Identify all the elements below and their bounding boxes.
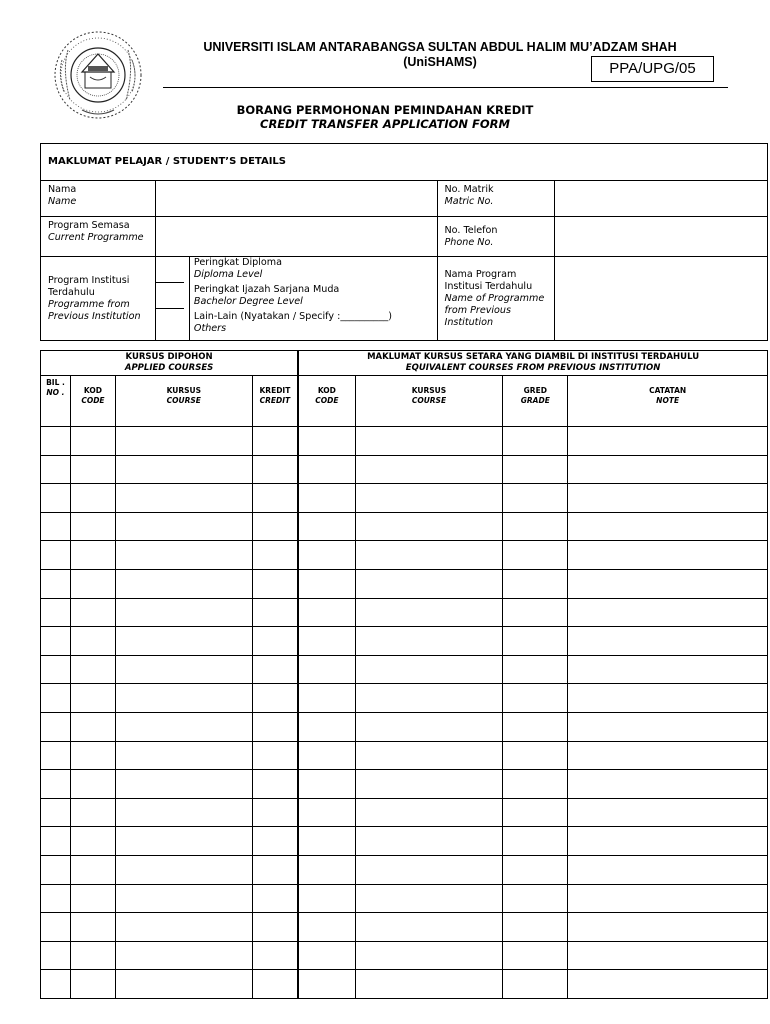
table-row xyxy=(41,913,768,942)
table-row xyxy=(41,684,768,713)
column-header-label: KURSUS xyxy=(411,386,447,395)
cell-bil[interactable] xyxy=(41,484,71,513)
table-row xyxy=(41,541,768,570)
cell-equiv-course[interactable] xyxy=(355,627,503,656)
cell-applied-course[interactable] xyxy=(115,798,252,827)
cell-applied-credit[interactable] xyxy=(252,770,298,799)
cell-equiv-note[interactable] xyxy=(568,884,768,913)
cell-applied-code[interactable] xyxy=(70,627,115,656)
cell-equiv-code[interactable] xyxy=(298,627,355,656)
table-row xyxy=(41,598,768,627)
cell-equiv-course[interactable] xyxy=(355,855,503,884)
cell-bil[interactable] xyxy=(41,627,71,656)
cell-bil[interactable] xyxy=(41,512,71,541)
cell-equiv-grade[interactable] xyxy=(503,655,568,684)
table-row xyxy=(41,427,768,456)
level-diploma-label: Peringkat Diploma xyxy=(193,257,282,268)
level-diploma-label-en: Diploma Level xyxy=(193,269,263,280)
equiv-heading-en: EQUIVALENT COURSES FROM PREVIOUS INSTITUTION xyxy=(405,363,661,373)
cell-applied-code[interactable] xyxy=(70,798,115,827)
form-code: PPA/UPG/05 xyxy=(591,56,714,82)
cell-applied-course[interactable] xyxy=(115,484,252,513)
cell-equiv-note[interactable] xyxy=(568,455,768,484)
phone-label-en: Phone No. xyxy=(444,236,494,248)
column-header-label: KOD xyxy=(317,386,336,395)
table-row xyxy=(41,655,768,684)
table-row xyxy=(41,884,768,913)
cell-applied-credit[interactable] xyxy=(252,712,298,741)
cell-applied-code[interactable] xyxy=(70,741,115,770)
cell-applied-course[interactable] xyxy=(115,684,252,713)
cell-equiv-code[interactable] xyxy=(298,970,355,999)
column-header-label: CATATAN xyxy=(649,386,687,395)
cell-equiv-note[interactable] xyxy=(568,712,768,741)
cell-equiv-note[interactable] xyxy=(568,827,768,856)
cell-bil[interactable] xyxy=(41,655,71,684)
cell-applied-code[interactable] xyxy=(70,512,115,541)
column-header-label: BIL . xyxy=(46,378,65,387)
student-details-heading: MAKLUMAT PELAJAR / STUDENT’S DETAILS xyxy=(41,144,768,181)
cell-equiv-grade[interactable] xyxy=(503,712,568,741)
cell-applied-code[interactable] xyxy=(70,569,115,598)
table-row xyxy=(41,627,768,656)
cell-applied-credit[interactable] xyxy=(252,512,298,541)
table-row xyxy=(41,512,768,541)
level-option-bachelor xyxy=(194,284,433,311)
prev-programme-name-text: Nama Program Institusi Terdahulu xyxy=(444,268,533,292)
table-row xyxy=(41,855,768,884)
level-option-others xyxy=(194,311,433,338)
column-header-equiv-code xyxy=(298,376,355,427)
cell-equiv-code[interactable] xyxy=(298,941,355,970)
cell-equiv-course[interactable] xyxy=(355,684,503,713)
cell-equiv-grade[interactable] xyxy=(503,484,568,513)
cell-applied-credit[interactable] xyxy=(252,598,298,627)
name-label-en: Name xyxy=(48,196,77,207)
cell-applied-credit[interactable] xyxy=(252,798,298,827)
cell-equiv-course[interactable] xyxy=(355,512,503,541)
cell-applied-credit[interactable] xyxy=(252,569,298,598)
cell-applied-course[interactable] xyxy=(115,541,252,570)
prev-programme-label xyxy=(41,257,156,341)
cell-applied-course[interactable] xyxy=(115,569,252,598)
programme-label-text: Program Semasa xyxy=(48,220,130,231)
cell-bil[interactable] xyxy=(41,684,71,713)
cell-applied-code[interactable] xyxy=(70,712,115,741)
cell-equiv-course[interactable] xyxy=(355,913,503,942)
cell-bil[interactable] xyxy=(41,970,71,999)
cell-applied-credit[interactable] xyxy=(252,655,298,684)
cell-bil[interactable] xyxy=(41,798,71,827)
matric-field[interactable] xyxy=(555,181,768,217)
column-header-equiv-note xyxy=(568,376,768,427)
cell-applied-code[interactable] xyxy=(70,913,115,942)
column-header-label-en: COURSE xyxy=(411,396,447,405)
cell-equiv-course[interactable] xyxy=(355,569,503,598)
cell-applied-course[interactable] xyxy=(115,712,252,741)
cell-equiv-grade[interactable] xyxy=(503,427,568,456)
cell-equiv-note[interactable] xyxy=(568,427,768,456)
column-header-applied-course xyxy=(115,376,252,427)
cell-applied-code[interactable] xyxy=(70,598,115,627)
cell-equiv-course[interactable] xyxy=(355,712,503,741)
column-header-label: KURSUS xyxy=(166,386,202,395)
cell-equiv-course[interactable] xyxy=(355,798,503,827)
cell-equiv-note[interactable] xyxy=(568,913,768,942)
cell-bil[interactable] xyxy=(41,455,71,484)
column-header-label-en: NOTE xyxy=(656,396,680,405)
cell-bil[interactable] xyxy=(41,541,71,570)
table-row xyxy=(41,770,768,799)
cell-applied-credit[interactable] xyxy=(252,484,298,513)
cell-applied-credit[interactable] xyxy=(252,455,298,484)
cell-equiv-grade[interactable] xyxy=(503,741,568,770)
cell-applied-code[interactable] xyxy=(70,941,115,970)
equiv-heading-text: MAKLUMAT KURSUS SETARA YANG DIAMBIL DI INSTITUSI TERDAHULU xyxy=(367,352,700,362)
level-bachelor-label-en: Bachelor Degree Level xyxy=(193,296,303,307)
cell-equiv-grade[interactable] xyxy=(503,941,568,970)
matric-label-en: Matric No. xyxy=(444,196,494,207)
cell-equiv-note[interactable] xyxy=(568,941,768,970)
university-abbrev: (UniSHAMS) xyxy=(403,55,477,69)
cell-applied-course[interactable] xyxy=(115,598,252,627)
table-row xyxy=(41,970,768,999)
prev-programme-name-field[interactable] xyxy=(555,257,768,341)
form-title xyxy=(170,103,600,131)
cell-applied-credit[interactable] xyxy=(252,913,298,942)
cell-equiv-code[interactable] xyxy=(298,484,355,513)
prev-programme-name-label xyxy=(437,257,555,341)
cell-equiv-grade[interactable] xyxy=(503,569,568,598)
cell-applied-code[interactable] xyxy=(70,684,115,713)
cell-applied-code[interactable] xyxy=(70,827,115,856)
prev-programme-name-en: Name of Programme from Previous Institution xyxy=(444,292,545,328)
cell-equiv-code[interactable] xyxy=(298,827,355,856)
cell-bil[interactable] xyxy=(41,598,71,627)
cell-equiv-grade[interactable] xyxy=(503,541,568,570)
courses-table xyxy=(40,350,768,999)
column-header-label-en: COURSE xyxy=(166,396,201,405)
diploma-checkbox[interactable] xyxy=(156,257,184,283)
cell-equiv-course[interactable] xyxy=(355,484,503,513)
cell-bil[interactable] xyxy=(41,712,71,741)
cell-applied-course[interactable] xyxy=(115,512,252,541)
applied-heading-text: KURSUS DIPOHON xyxy=(125,352,213,362)
level-others-label: Lain-Lain (Nyatakan / Specify :__________) xyxy=(193,311,393,322)
cell-equiv-code[interactable] xyxy=(298,455,355,484)
cell-equiv-note[interactable] xyxy=(568,598,768,627)
cell-equiv-grade[interactable] xyxy=(503,598,568,627)
cell-applied-code[interactable] xyxy=(70,655,115,684)
programme-label-en: Current Programme xyxy=(48,232,144,243)
cell-equiv-note[interactable] xyxy=(568,655,768,684)
cell-equiv-note[interactable] xyxy=(568,541,768,570)
cell-equiv-code[interactable] xyxy=(298,855,355,884)
cell-equiv-note[interactable] xyxy=(568,569,768,598)
cell-applied-credit[interactable] xyxy=(252,741,298,770)
cell-applied-code[interactable] xyxy=(70,427,115,456)
level-bachelor-label: Peringkat Ijazah Sarjana Muda xyxy=(193,284,340,295)
cell-equiv-course[interactable] xyxy=(355,598,503,627)
cell-bil[interactable] xyxy=(41,770,71,799)
cell-equiv-note[interactable] xyxy=(568,855,768,884)
name-field[interactable] xyxy=(155,181,437,217)
cell-applied-credit[interactable] xyxy=(252,941,298,970)
phone-label-text: No. Telefon xyxy=(444,224,498,236)
cell-equiv-grade[interactable] xyxy=(503,827,568,856)
cell-equiv-note[interactable] xyxy=(568,512,768,541)
cell-applied-code[interactable] xyxy=(70,455,115,484)
cell-equiv-grade[interactable] xyxy=(503,455,568,484)
equivalent-courses-heading xyxy=(298,351,767,376)
cell-equiv-code[interactable] xyxy=(298,741,355,770)
cell-bil[interactable] xyxy=(41,941,71,970)
column-header-label: GRED xyxy=(523,386,547,395)
column-header-label-en: CODE xyxy=(81,396,105,405)
programme-field[interactable] xyxy=(155,217,437,257)
level-option-diploma xyxy=(194,257,433,284)
table-row xyxy=(41,455,768,484)
cell-equiv-code[interactable] xyxy=(298,541,355,570)
cell-equiv-course[interactable] xyxy=(355,884,503,913)
cell-equiv-note[interactable] xyxy=(568,798,768,827)
column-header-label-en: CREDIT xyxy=(259,396,291,405)
cell-applied-code[interactable] xyxy=(70,970,115,999)
cell-equiv-code[interactable] xyxy=(298,427,355,456)
cell-equiv-course[interactable] xyxy=(355,741,503,770)
cell-applied-credit[interactable] xyxy=(252,855,298,884)
column-header-equiv-grade xyxy=(503,376,568,427)
cell-equiv-code[interactable] xyxy=(298,798,355,827)
matric-label-text: No. Matrik xyxy=(444,184,494,195)
table-row xyxy=(41,569,768,598)
cell-applied-course[interactable] xyxy=(115,884,252,913)
level-others-label-en: Others xyxy=(193,323,227,334)
cell-equiv-grade[interactable] xyxy=(503,512,568,541)
prev-programme-label-en: Programme from Previous Institution xyxy=(48,298,141,322)
cell-applied-credit[interactable] xyxy=(252,427,298,456)
cell-bil[interactable] xyxy=(41,855,71,884)
cell-applied-course[interactable] xyxy=(115,970,252,999)
column-header-applied-code xyxy=(70,376,115,427)
bachelor-checkbox[interactable] xyxy=(156,283,184,309)
prev-programme-label-text: Program Institusi Terdahulu xyxy=(48,274,130,298)
phone-field[interactable] xyxy=(555,217,768,257)
cell-equiv-code[interactable] xyxy=(298,884,355,913)
form-title-malay: BORANG PERMOHONAN PEMINDAHAN KREDIT xyxy=(236,103,534,117)
cell-applied-course[interactable] xyxy=(115,913,252,942)
cell-applied-course[interactable] xyxy=(115,455,252,484)
cell-applied-course[interactable] xyxy=(115,827,252,856)
cell-applied-code[interactable] xyxy=(70,855,115,884)
cell-applied-credit[interactable] xyxy=(252,684,298,713)
cell-equiv-grade[interactable] xyxy=(503,913,568,942)
cell-applied-course[interactable] xyxy=(115,655,252,684)
cell-equiv-note[interactable] xyxy=(568,627,768,656)
table-row xyxy=(41,484,768,513)
cell-equiv-grade[interactable] xyxy=(503,855,568,884)
column-header-label-en: CODE xyxy=(315,396,339,405)
cell-equiv-code[interactable] xyxy=(298,655,355,684)
cell-applied-code[interactable] xyxy=(70,770,115,799)
cell-applied-credit[interactable] xyxy=(252,970,298,999)
cell-applied-course[interactable] xyxy=(115,427,252,456)
column-header-label-en: NO . xyxy=(46,388,65,397)
cell-bil[interactable] xyxy=(41,913,71,942)
cell-equiv-code[interactable] xyxy=(298,512,355,541)
cell-equiv-note[interactable] xyxy=(568,684,768,713)
cell-applied-credit[interactable] xyxy=(252,627,298,656)
name-label-text: Nama xyxy=(48,184,77,195)
cell-applied-course[interactable] xyxy=(115,770,252,799)
name-label xyxy=(41,181,156,217)
cell-bil[interactable] xyxy=(41,827,71,856)
form-title-english: CREDIT TRANSFER APPLICATION FORM xyxy=(260,117,510,131)
column-header-label: KREDIT xyxy=(259,386,291,395)
cell-applied-course[interactable] xyxy=(115,855,252,884)
student-details-table xyxy=(40,143,768,341)
cell-equiv-course[interactable] xyxy=(355,541,503,570)
column-header-applied-credit xyxy=(252,376,298,427)
cell-applied-code[interactable] xyxy=(70,884,115,913)
cell-equiv-grade[interactable] xyxy=(503,684,568,713)
cell-equiv-code[interactable] xyxy=(298,712,355,741)
cell-equiv-grade[interactable] xyxy=(503,970,568,999)
level-checkboxes xyxy=(155,257,189,341)
cell-equiv-course[interactable] xyxy=(355,770,503,799)
matric-label xyxy=(437,181,555,217)
cell-equiv-course[interactable] xyxy=(355,827,503,856)
applied-heading-en: APPLIED COURSES xyxy=(124,363,214,373)
cell-equiv-course[interactable] xyxy=(355,655,503,684)
cell-bil[interactable] xyxy=(41,741,71,770)
cell-bil[interactable] xyxy=(41,884,71,913)
header-divider xyxy=(163,87,728,88)
column-header-equiv-course xyxy=(355,376,503,427)
cell-applied-course[interactable] xyxy=(115,941,252,970)
cell-equiv-note[interactable] xyxy=(568,770,768,799)
cell-equiv-code[interactable] xyxy=(298,770,355,799)
cell-equiv-course[interactable] xyxy=(355,455,503,484)
cell-applied-course[interactable] xyxy=(115,627,252,656)
cell-applied-course[interactable] xyxy=(115,741,252,770)
applied-courses-heading xyxy=(41,351,299,376)
cell-equiv-code[interactable] xyxy=(298,684,355,713)
cell-equiv-code[interactable] xyxy=(298,598,355,627)
others-checkbox[interactable] xyxy=(156,309,184,335)
cell-applied-credit[interactable] xyxy=(252,827,298,856)
cell-equiv-code[interactable] xyxy=(298,569,355,598)
column-header-label: KOD xyxy=(83,386,102,395)
table-row xyxy=(41,827,768,856)
table-row xyxy=(41,741,768,770)
cell-equiv-grade[interactable] xyxy=(503,770,568,799)
cell-equiv-grade[interactable] xyxy=(503,627,568,656)
cell-equiv-grade[interactable] xyxy=(503,798,568,827)
table-row xyxy=(41,798,768,827)
cell-applied-code[interactable] xyxy=(70,484,115,513)
table-row xyxy=(41,712,768,741)
column-header-label-en: GRADE xyxy=(520,396,550,405)
programme-label xyxy=(41,217,156,257)
university-crest-icon xyxy=(52,30,144,120)
cell-equiv-note[interactable] xyxy=(568,970,768,999)
level-options xyxy=(189,257,437,341)
cell-applied-credit[interactable] xyxy=(252,884,298,913)
cell-equiv-note[interactable] xyxy=(568,741,768,770)
cell-equiv-note[interactable] xyxy=(568,484,768,513)
cell-equiv-course[interactable] xyxy=(355,941,503,970)
cell-bil[interactable] xyxy=(41,569,71,598)
cell-bil[interactable] xyxy=(41,427,71,456)
cell-equiv-grade[interactable] xyxy=(503,884,568,913)
phone-label xyxy=(437,217,555,257)
cell-equiv-course[interactable] xyxy=(355,427,503,456)
cell-equiv-course[interactable] xyxy=(355,970,503,999)
cell-applied-code[interactable] xyxy=(70,541,115,570)
table-row xyxy=(41,941,768,970)
cell-equiv-code[interactable] xyxy=(298,913,355,942)
column-header-bil xyxy=(41,376,71,427)
university-name: UNIVERSITI ISLAM ANTARABANGSA SULTAN ABDUL HALIM MU’ADZAM SHAH xyxy=(203,40,677,54)
cell-applied-credit[interactable] xyxy=(252,541,298,570)
